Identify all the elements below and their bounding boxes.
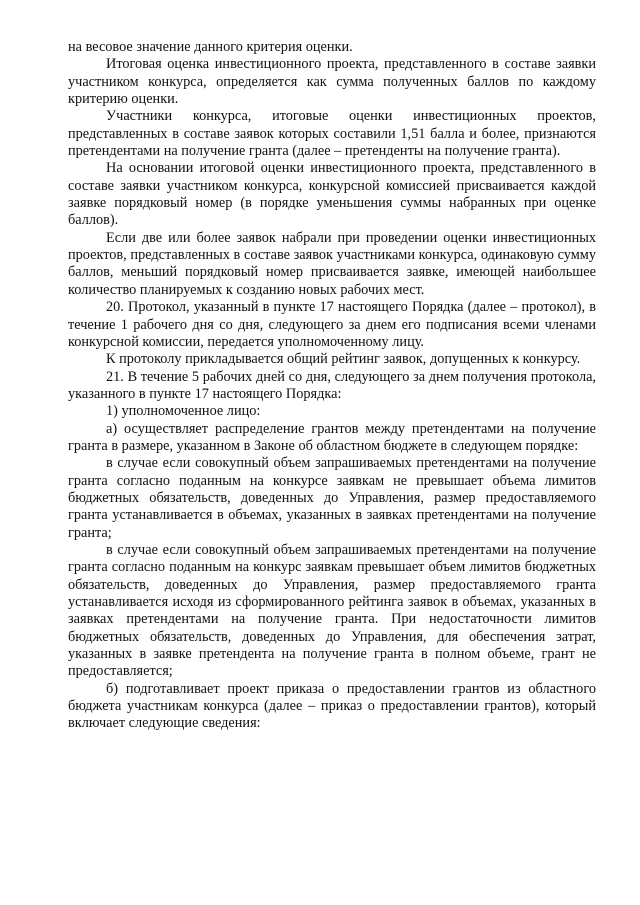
paragraph-subitem-a: а) осуществляет распределение грантов между претендентами на получение гранта в размере, указанном в Законе об областном бюджете в следующем порядке: <box>68 420 596 454</box>
paragraph-subitem-b: б) подготавливает проект приказа о предоставлении грантов из областного бюджета участникам конкурса (далее – приказ о предоставлении грантов), который включает следующие сведения: <box>68 680 596 732</box>
paragraph-item-20: 20. Протокол, указанный в пункте 17 настоящего Порядка (далее – протокол), в течение 1 рабочего дня со дня, следующего за днем его подписания всеми членами конкурсной комиссии, передается уполномоченному лицу. <box>68 299 596 350</box>
paragraph: К протоколу прикладывается общий рейтинг заявок, допущенных к конкурсу. <box>106 351 581 368</box>
document-page <box>68 39 596 733</box>
paragraph: в случае если совокупный объем запрашиваемых претендентами на получение гранта согласно поданным на конкурсе заявкам не превышает объема лимитов бюджетных обязательств, доведенных до Управления, размер предоставляемого гранта устанавливается в объемах, указанных в заявках претендентами на получение гранта; <box>68 455 596 541</box>
paragraph: Участники конкурса, итоговые оценки инвестиционных проектов, представленных в составе заявок которых составили 1,51 балла и более, признаются претендентами на получение гранта (далее – претенденты на получение гранта). <box>68 108 596 160</box>
paragraph: На основании итоговой оценки инвестиционного проекта, представленного в составе заявки участником конкурса, конкурсной комиссией присваивается каждой заявке порядковый номер (в порядке уменьшения суммы набранных при оценке баллов). <box>68 160 596 229</box>
paragraph: Если две или более заявок набрали при проведении оценки инвестиционных проектов, представленных в составе заявок участниками конкурса, одинаковую сумму баллов, меньший порядковый номер присваивается заявке, имеющей наибольшее количество планируемых к созданию новых рабочих мест. <box>68 229 596 298</box>
paragraph: на весовое значение данного критерия оценки. <box>68 39 353 55</box>
paragraph-item-21: 21. В течение 5 рабочих дней со дня, следующего за днем получения протокола, указанного в пункте 17 настоящего Порядка: <box>68 368 596 402</box>
paragraph-subitem-1: 1) уполномоченное лицо: <box>106 403 261 420</box>
paragraph: в случае если совокупный объем запрашиваемых претендентами на получение гранта согласно поданным на конкурс заявкам превышает объем лимитов бюджетных обязательств, доведенных до Управления, размер предоставляемого гранта устанавливается исходя из сформированного рейтинга заявок в объемах, указанных в заявках претендентами на получение гранта. При недостаточности лимитов бюджетных обязательств, доведенных до Управления, для обеспечения затрат, указанных в заявке претендента на получение гранта в полном объеме, грант не предоставляется; <box>68 541 596 680</box>
paragraph: Итоговая оценка инвестиционного проекта, представленного в составе заявки участником конкурса, определяется как сумма полученных баллов по каждому критерию оценки. <box>68 56 596 108</box>
